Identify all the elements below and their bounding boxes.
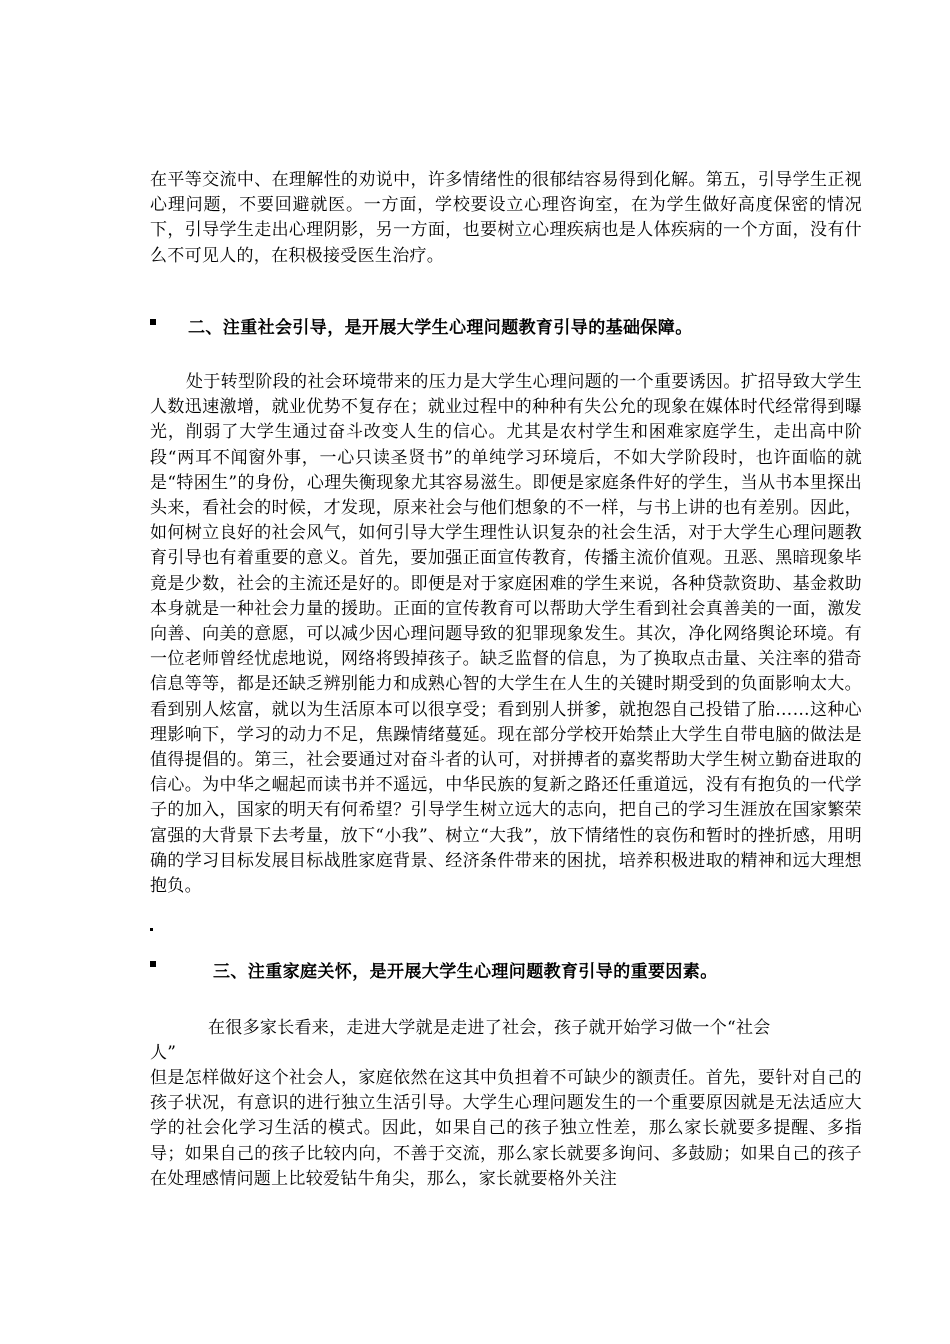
paragraph-family-line-1: 在很多家长看来，走进大学就是走进了社会，孩子就开始学习做一个“社会: [208, 1018, 771, 1038]
section-heading-2: 二、注重社会引导，是开展大学生心理问题教育引导的基础保障。: [188, 318, 693, 338]
paragraph-continuation: 在平等交流中、在理解性的劝说中，许多情绪性的很郁结容易得到化解。第五，引导学生正视心理问题，不要回避就医。一方面，学校要设立心理咨询室，在为学生做好高度保密的情况下，引导学生走出心理阴影，另一方面，也要树立心理疾病也是人体疾病的一个方面，没有什么不可见人的，在积极接受医生治疗。: [150, 170, 862, 266]
paragraph-family-guidance: 但是怎样做好这个社会人，家庭依然在这其中负担着不可缺少的额责任。首先，要针对自己的孩子状况，有意识的进行独立生活引导。大学生心理问题发生的一个重要原因就是无法适应大学的社会化学习生活的模式。因此，如果自己的孩子独立性差，那么家长就要多提醒、多指导；如果自己的孩子比较内向，不善于交流，那么家长就要多询问、多鼓励；如果自己的孩子在处理感情问题上比较爱钻牛角尖，那么，家长就要格外关注: [150, 1068, 862, 1189]
section-heading-3: 三、注重家庭关怀，是开展大学生心理问题教育引导的重要因素。: [213, 962, 718, 982]
bullet-marker: [150, 961, 156, 967]
bullet-marker: [150, 319, 156, 325]
paragraph-social-guidance: 处于转型阶段的社会环境带来的压力是大学生心理问题的一个重要诱因。扩招导致大学生人数迅速激增，就业优势不复存在；就业过程中的种种有失公允的现象在媒体时代经常得到曝光，削弱了大学生通过奋斗改变人生的信心。尤其是农村学生和困难家庭学生，走出高中阶段“两耳不闻窗外事，一心只读圣贤书”的单纯学习环境后，不如大学阶段时，也许面临的就是“特困生”的身份，心理失衡现象尤其容易滋生。即便是家庭条件好的学生，当从书本里探出头来，看社会的时候，才发现，原来社会与他们想象的不一样，与书上讲的也有差别。因此，如何树立良好的社会风气，如何引导大学生理性认识复杂的社会生活，对于大学生心理问题教育引导也有着重要的意义。首先，要加强正面宣传教育，传播主流价值观。丑恶、黑暗现象毕竟是少数，社会的主流还是好的。即便是对于家庭困难的学生来说，各种贷款资助、基金救助本身就是一种社会力量的援助。正面的宣传教育可以帮助大学生看到社会真善美的一面，激发向善、向美的意愿，可以减少因心理问题导致的犯罪现象发生。其次，净化网络舆论环境。有一位老师曾经忧虑地说，网络将毁掉孩子。缺乏监督的信息，为了换取点击量、关注率的猎奇信息等等，都是还缺乏辨别能力和成熟心智的大学生在人生的关键时期受到的负面影响太大。看到别人炫富，就以为生活原本可以很享受；看到别人拼爹，就抱怨自己投错了胎……这种心理影响下，学习的动力不足，焦躁情绪蔓延。现在部分学校开始禁止大学生自带电脑的做法是值得提倡的。第三，社会要通过对奋斗者的认可，对拼搏者的嘉奖帮助大学生树立勤奋进取的信心。为中华之崛起而读书并不遥远，中华民族的复新之路还任重道远，没有有抱负的一代学子的加入，国家的明天有何希望？引导学生树立远大的志向，把自己的学习生涯放在国家繁荣富强的大背景下去考量，放下“小我”、树立“大我”，放下情绪性的哀伤和暂时的挫折感，用明确的学习目标发展目标战胜家庭背景、经济条件带来的困扰，培养积极进取的精神和远大理想抱负。: [150, 372, 862, 897]
paragraph-mark: [150, 928, 153, 931]
paragraph-family-line-2: 人”: [150, 1043, 177, 1063]
